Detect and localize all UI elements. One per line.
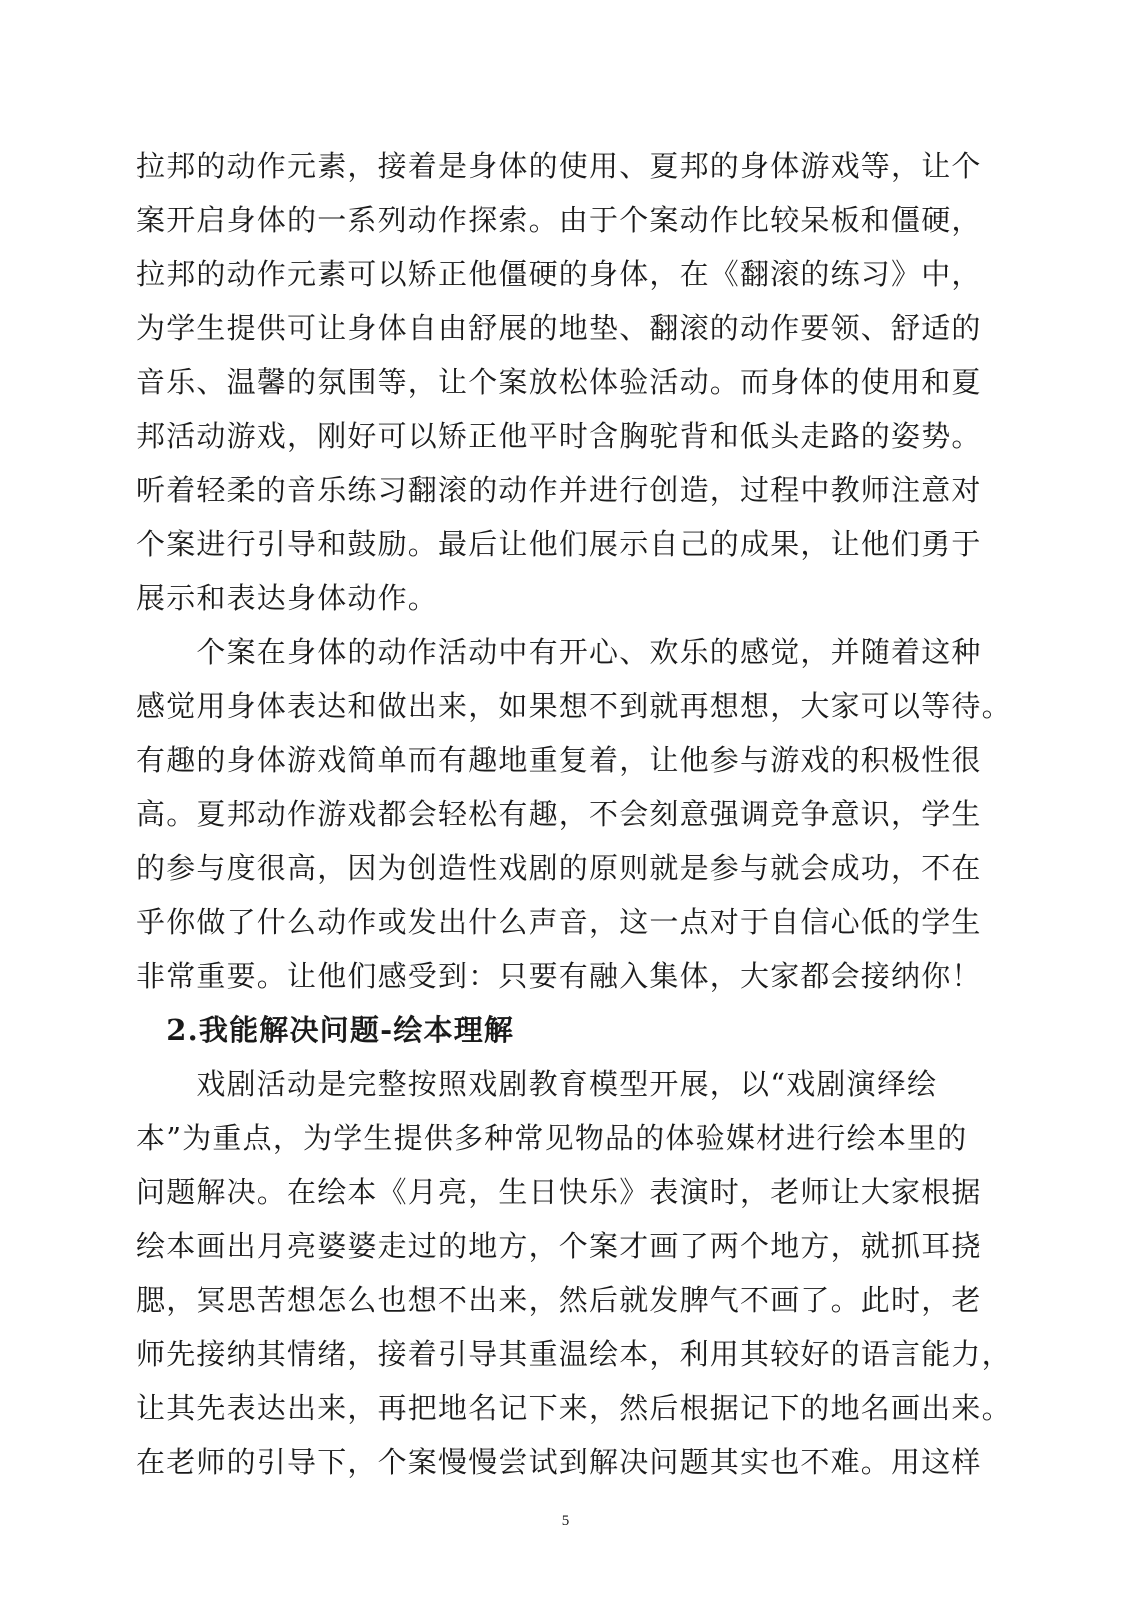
body-line: 乎你做了什么动作或发出什么声音，这一点对于自信心低的学生 bbox=[136, 905, 982, 939]
body-line: 邦活动游戏，刚好可以矫正他平时含胸驼背和低头走路的姿势。 bbox=[136, 419, 982, 453]
body-line: 案开启身体的一系列动作探索。由于个案动作比较呆板和僵硬， bbox=[136, 203, 982, 237]
body-line: 非常重要。让他们感受到：只要有融入集体，大家都会接纳你！ bbox=[136, 959, 982, 993]
body-line: 师先接纳其情绪，接着引导其重温绘本，利用其较好的语言能力， bbox=[136, 1337, 1012, 1371]
body-line: 拉邦的动作元素可以矫正他僵硬的身体，在《翻滚的练习》中， bbox=[136, 257, 982, 291]
body-line: 戏剧活动是完整按照戏剧教育模型开展，以“戏剧演绎绘 bbox=[136, 1067, 938, 1101]
body-line: 感觉用身体表达和做出来，如果想不到就再想想，大家可以等待。 bbox=[136, 689, 1012, 723]
body-line: 在老师的引导下，个案慢慢尝试到解决问题其实也不难。用这样 bbox=[136, 1445, 982, 1479]
page-number: 5 bbox=[561, 1513, 570, 1529]
body-line: 个案进行引导和鼓励。最后让他们展示自己的成果，让他们勇于 bbox=[136, 527, 982, 561]
body-line: 展示和表达身体动作。 bbox=[136, 581, 439, 615]
body-line: 个案在身体的动作活动中有开心、欢乐的感觉，并随着这种 bbox=[136, 635, 982, 669]
body-line: 腮，冥思苦想怎么也想不出来，然后就发脾气不画了。此时，老 bbox=[136, 1283, 982, 1317]
body-line: 绘本画出月亮婆婆走过的地方，个案才画了两个地方，就抓耳挠 bbox=[136, 1229, 982, 1263]
body-line: 为学生提供可让身体自由舒展的地垫、翻滚的动作要领、舒适的 bbox=[136, 311, 982, 345]
body-line: 听着轻柔的音乐练习翻滚的动作并进行创造，过程中教师注意对 bbox=[136, 473, 982, 507]
body-line: 高。夏邦动作游戏都会轻松有趣，不会刻意强调竞争意识，学生 bbox=[136, 797, 982, 831]
body-line: 问题解决。在绘本《月亮，生日快乐》表演时，老师让大家根据 bbox=[136, 1175, 982, 1209]
body-line: 本”为重点，为学生提供多种常见物品的体验媒材进行绘本里的 bbox=[136, 1121, 968, 1155]
section-heading: 2.我能解决问题-绘本理解 bbox=[136, 1013, 515, 1047]
body-line: 的参与度很高，因为创造性戏剧的原则就是参与就会成功，不在 bbox=[136, 851, 982, 885]
body-line: 拉邦的动作元素，接着是身体的使用、夏邦的身体游戏等，让个 bbox=[136, 149, 982, 183]
body-line: 让其先表达出来，再把地名记下来，然后根据记下的地名画出来。 bbox=[136, 1391, 1012, 1425]
body-line: 音乐、温馨的氛围等，让个案放松体验活动。而身体的使用和夏 bbox=[136, 365, 982, 399]
body-line: 有趣的身体游戏简单而有趣地重复着，让他参与游戏的积极性很 bbox=[136, 743, 982, 777]
